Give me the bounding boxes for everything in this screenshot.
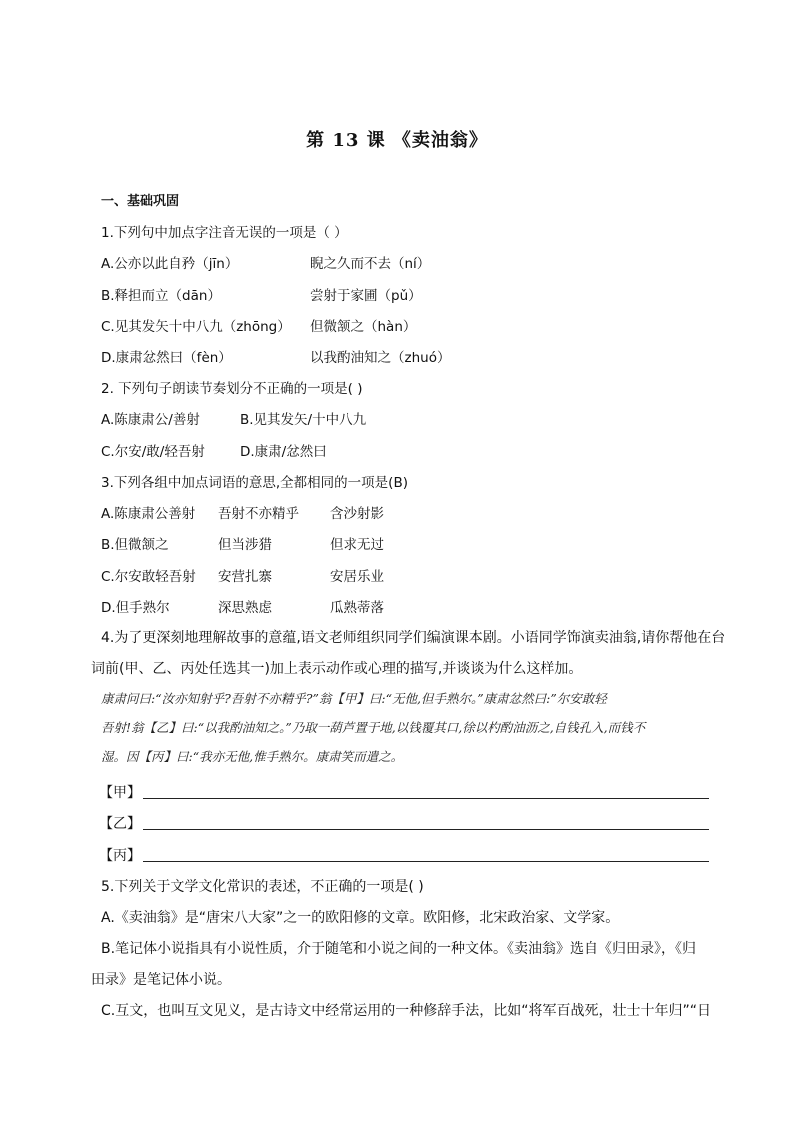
q2-option-d: D.康肃/忿然曰 bbox=[240, 444, 327, 460]
answer-line[interactable] bbox=[143, 798, 709, 799]
q3-option-c: C.尔安敢轻吾射 bbox=[101, 569, 196, 585]
blank-label: 【乙】 bbox=[99, 816, 141, 832]
q1-option-d-part2: 以我酌油知之（zhuó） bbox=[310, 350, 451, 366]
q3-option-a: A.陈康肃公善射 bbox=[101, 506, 196, 522]
q5-option-a: A.《卖油翁》是“唐宋八大家”之一的欧阳修的文章。欧阳修，北宋政治家、文学家。 bbox=[101, 910, 620, 926]
q3-option-b: B.但微颔之 bbox=[101, 537, 169, 553]
q3-option-a-word2: 吾射不亦精乎 bbox=[218, 506, 299, 522]
q3-option-d-word2: 深思熟虑 bbox=[218, 600, 272, 616]
q3-option-b-word2: 但当涉猎 bbox=[218, 537, 272, 553]
q1-option-a: A.公亦以此自矜（jīn） bbox=[101, 256, 239, 272]
blank-label: 【甲】 bbox=[99, 785, 141, 801]
q3-option-c-word2: 安营扎寨 bbox=[218, 569, 272, 585]
q2-option-a: A.陈康肃公/善射 bbox=[101, 412, 200, 428]
q5-option-b-line2: 田录》是笔记体小说。 bbox=[91, 972, 231, 988]
q4-passage-line2: 吾射!翁【乙】曰:“以我酌油知之。”乃取一葫芦置于地,以钱覆其口,徐以杓酌油沥之,自钱孔入,而钱不 bbox=[101, 720, 646, 735]
section-heading: 一、基础巩固 bbox=[101, 194, 180, 209]
q3-option-b-word3: 但求无过 bbox=[330, 537, 384, 553]
question-1-stem: 1.下列句中加点字注音无误的一项是（ ） bbox=[101, 225, 348, 241]
q5-option-c-line1: C.互文，也叫互文见义，是古诗文中经常运用的一种修辞手法，比如“将军百战死，壮士十年归”“日 bbox=[101, 1003, 711, 1019]
q1-option-d: D.康肃忿然曰（fèn） bbox=[101, 350, 232, 366]
q4-passage bbox=[101, 684, 721, 771]
q1-option-b: B.释担而立（dān） bbox=[101, 288, 221, 304]
answer-line[interactable] bbox=[143, 861, 709, 862]
blank-label: 【丙】 bbox=[99, 848, 141, 864]
q1-option-c: C.见其发矢十中八九（zhōng） bbox=[101, 319, 291, 335]
q5-option-b-line1: B.笔记体小说指具有小说性质，介于随笔和小说之间的一种文体。《卖油翁》选自《归田录》，《归 bbox=[101, 941, 697, 957]
q2-option-c: C.尔安/敢/轻吾射 bbox=[101, 444, 205, 460]
q3-option-d: D.但手熟尔 bbox=[101, 600, 170, 616]
question-2-stem: 2. 下列句子朗读节奏划分不正确的一项是( ) bbox=[101, 381, 363, 397]
answer-blank-jia[interactable] bbox=[99, 782, 141, 802]
answer-blank-bing[interactable] bbox=[99, 845, 141, 865]
q1-option-a-part2: 睨之久而不去（ní） bbox=[310, 256, 431, 272]
q2-option-b: B.见其发矢/十中八九 bbox=[240, 412, 367, 428]
q3-option-a-word3: 含沙射影 bbox=[330, 506, 384, 522]
q1-option-c-part2: 但微颔之（hàn） bbox=[310, 319, 417, 335]
answer-blank-yi[interactable] bbox=[99, 813, 141, 833]
question-5-stem: 5.下列关于文学文化常识的表述，不正确的一项是( ) bbox=[101, 879, 424, 895]
q4-passage-line1: 康肃问曰:“汝亦知射乎?吾射不亦精乎?”翁【甲】曰:“无他,但手熟尔。”康肃忿然曰:”尔安敢轻 bbox=[101, 691, 607, 706]
page-title: 第 13 课 《卖油翁》 bbox=[306, 130, 488, 151]
q1-option-b-part2: 尝射于家圃（pǔ） bbox=[310, 288, 422, 304]
question-4-stem-line2: 词前(甲、乙、丙处任选其一)加上表示动作或心理的描写,并谈谈为什么这样加。 bbox=[91, 661, 583, 677]
question-4-stem-line1: 4.为了更深刻地理解故事的意蕴,语文老师组织同学们编演课本剧。小语同学饰演卖油翁,请你帮他在台 bbox=[101, 630, 726, 646]
question-3-stem: 3.下列各组中加点词语的意思,全都相同的一项是(B) bbox=[101, 475, 408, 491]
q3-option-d-word3: 瓜熟蒂落 bbox=[330, 600, 384, 616]
answer-line[interactable] bbox=[143, 829, 709, 830]
q4-passage-line3: 湿。因【丙】曰:“我亦无他,惟手熟尔。康肃笑而遣之。 bbox=[101, 749, 404, 764]
q3-option-c-word3: 安居乐业 bbox=[330, 569, 384, 585]
